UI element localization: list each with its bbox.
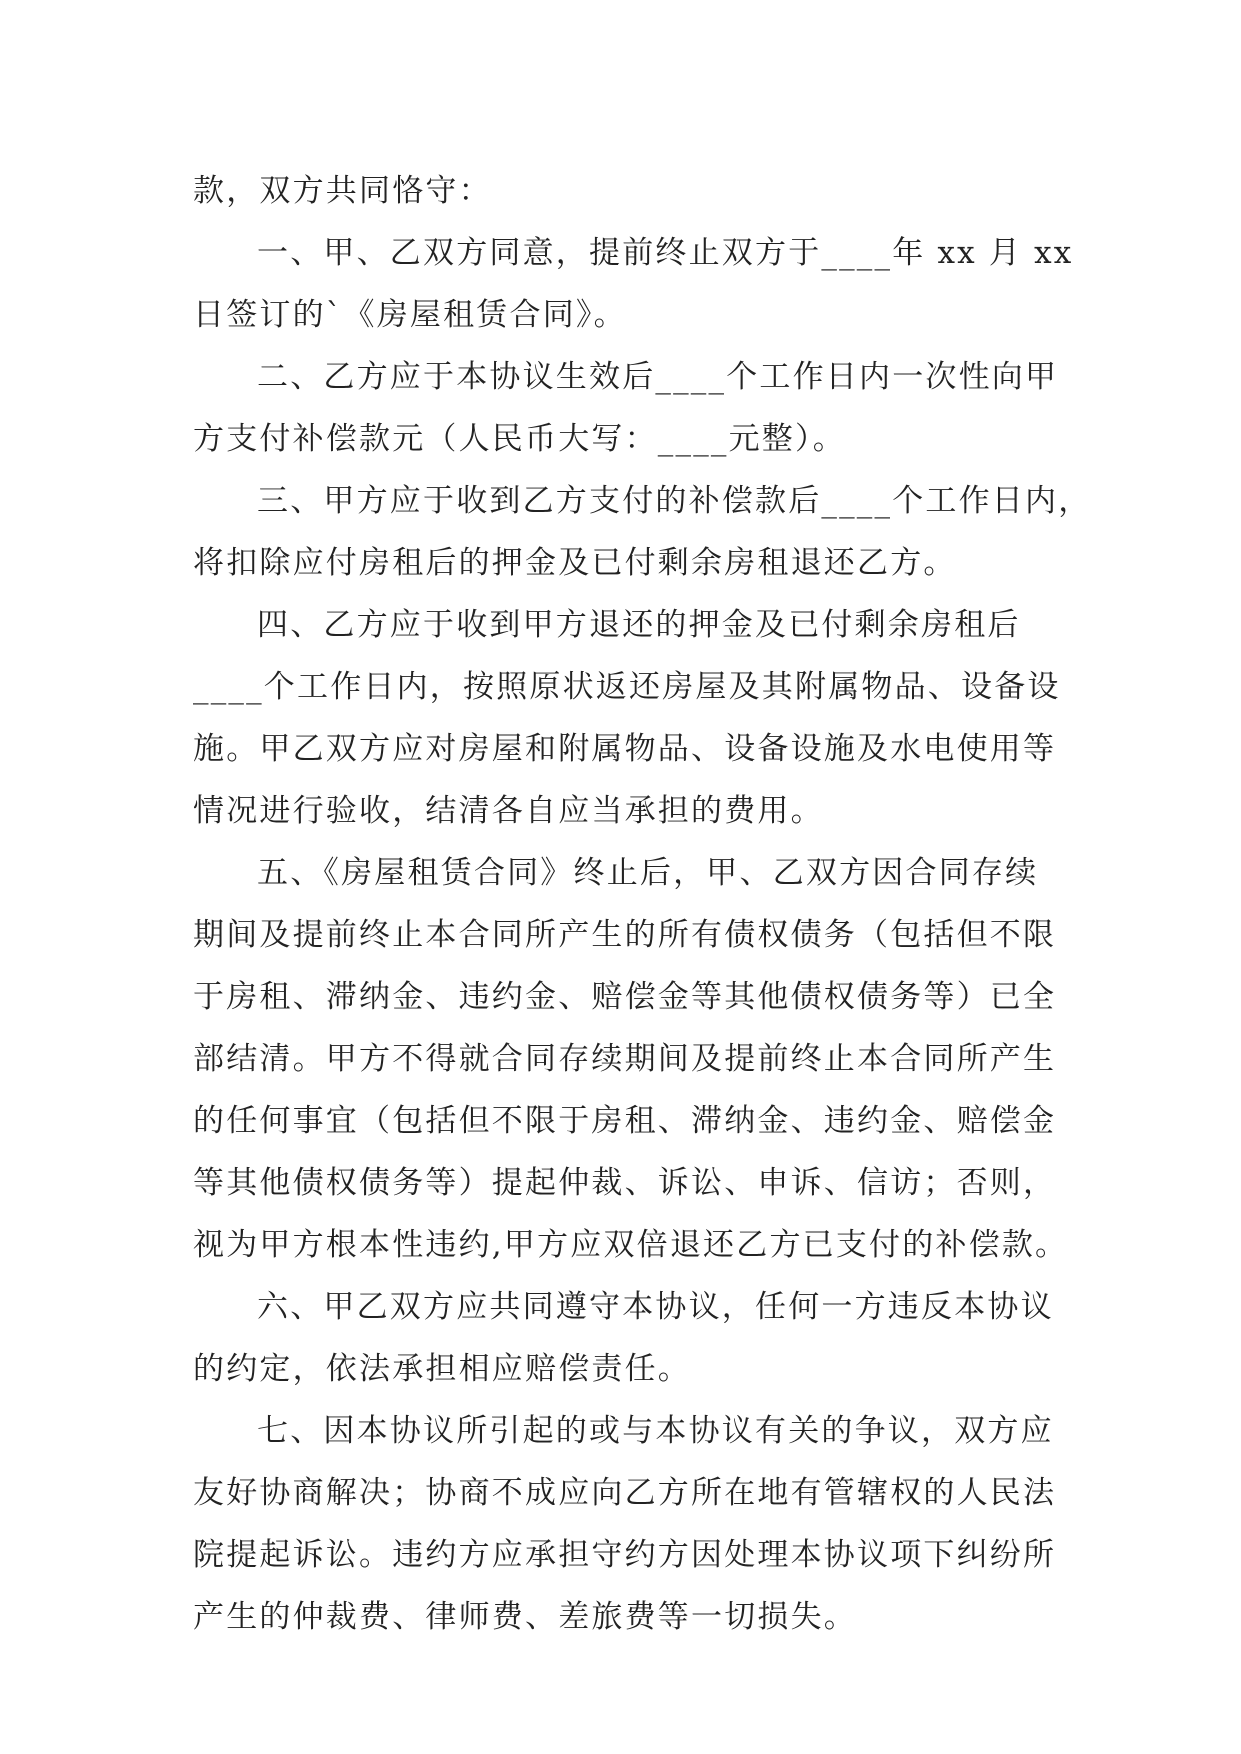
clause-3-line: 三、甲方应于收到乙方支付的补偿款后____个工作日内， <box>257 483 1092 519</box>
clause-7-line: 友好协商解决；协商不成应向乙方所在地有管辖权的人民法 <box>193 1475 1057 1511</box>
clause-7-line: 院提起诉讼。违约方应承担守约方因处理本协议项下纠纷所 <box>193 1537 1057 1573</box>
clause-2-line: 方支付补偿款元（人民币大写：____元整）。 <box>193 421 846 457</box>
clause-5-line: 于房租、滞纳金、违约金、赔偿金等其他债权债务等）已全 <box>193 979 1057 1015</box>
clause-4-line: 情况进行验收，结清各自应当承担的费用。 <box>193 793 824 829</box>
clause-4-line: ____个工作日内，按照原状返还房屋及其附属物品、设备设 <box>193 669 1061 705</box>
clause-6-line: 的约定，依法承担相应赔偿责任。 <box>193 1351 691 1387</box>
clause-1-line: 一、甲、乙双方同意，提前终止双方于____年 xx 月 xx <box>257 235 1074 271</box>
document-body <box>193 160 1092 1648</box>
clause-5-line: 的任何事宜（包括但不限于房租、滞纳金、违约金、赔偿金 <box>193 1103 1057 1139</box>
clause-4-line: 四、乙方应于收到甲方退还的押金及已付剩余房租后 <box>257 607 1021 643</box>
clause-7-line: 产生的仲裁费、律师费、差旅费等一切损失。 <box>193 1599 857 1635</box>
clause-5-line: 期间及提前终止本合同所产生的所有债权债务（包括但不限 <box>193 917 1057 953</box>
clause-6-line: 六、甲乙双方应共同遵守本协议，任何一方违反本协议 <box>257 1289 1054 1325</box>
clause-1-line: 日签订的`《房屋租赁合同》。 <box>193 297 627 333</box>
clause-2-line: 二、乙方应于本协议生效后____个工作日内一次性向甲 <box>257 359 1059 395</box>
clause-5-line: 五、《房屋租赁合同》终止后，甲、乙双方因合同存续 <box>257 855 1039 891</box>
clause-5-line: 等其他债权债务等）提起仲裁、诉讼、申诉、信访；否则， <box>193 1165 1057 1201</box>
clause-5-line: 视为甲方根本性违约,甲方应双倍退还乙方已支付的补偿款。 <box>193 1227 1069 1263</box>
clause-7-line: 七、因本协议所引起的或与本协议有关的争议，双方应 <box>257 1413 1054 1449</box>
clause-4-line: 施。甲乙双方应对房屋和附属物品、设备设施及水电使用等 <box>193 731 1057 767</box>
clause-3-line: 将扣除应付房租后的押金及已付剩余房租退还乙方。 <box>193 545 957 581</box>
text-line: 款，双方共同恪守： <box>193 173 492 209</box>
clause-5-line: 部结清。甲方不得就合同存续期间及提前终止本合同所产生 <box>193 1041 1057 1077</box>
